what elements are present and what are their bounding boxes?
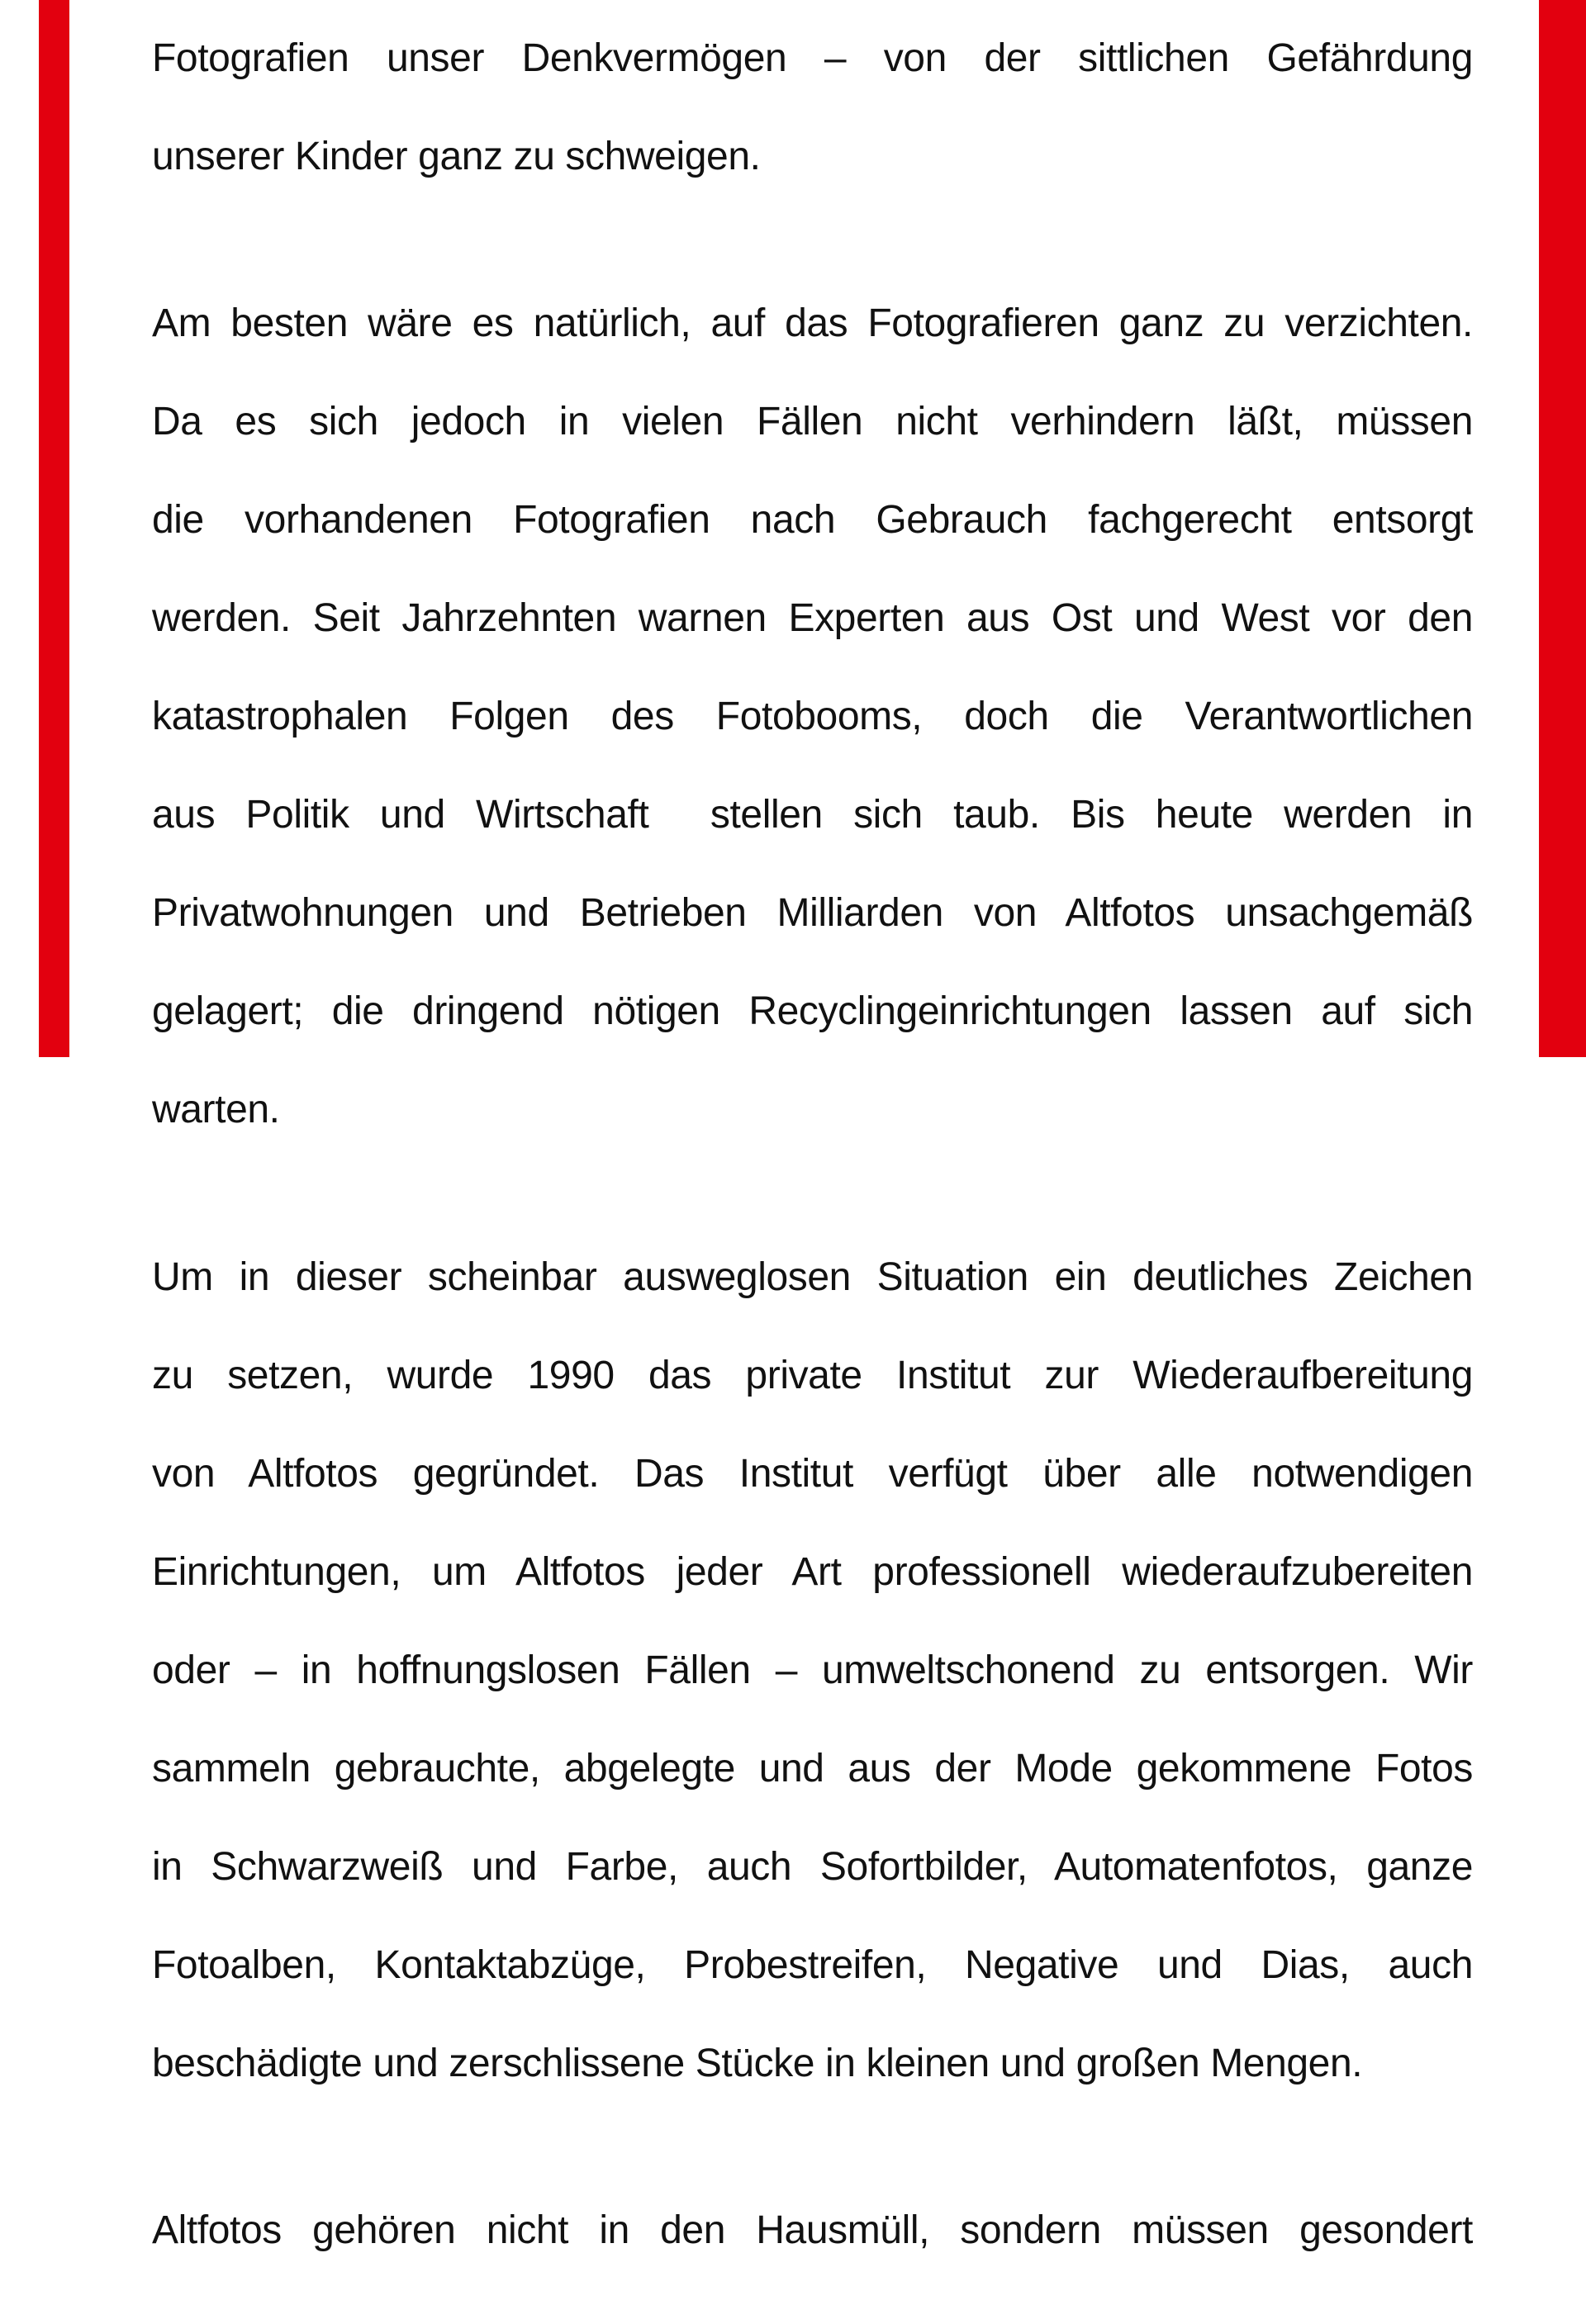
- text-line: unserer Kinder ganz zu schweigen.: [152, 134, 761, 178]
- text-line: warten.: [152, 1088, 280, 1131]
- text-line: zu setzen, wurde 1990 das private Institut zur Wiederaufbereitung: [152, 1353, 1473, 1397]
- text-line: die vorhandenen Fotografien nach Gebrauch fachgerecht entsorgt: [152, 498, 1473, 542]
- text-line: Um in dieser scheinbar ausweglosen Situation ein deutliches Zeichen: [152, 1254, 1473, 1299]
- text-line: in Schwarzweiß und Farbe, auch Sofortbilder, Automatenfotos, ganze: [152, 1844, 1473, 1889]
- text-line: beschädigte und zerschlissene Stücke in kleinen und großen Mengen.: [152, 2041, 1363, 2085]
- paragraph-4: [152, 2157, 1473, 2305]
- text-line: Am besten wäre es natürlich, auf das Fotografieren ganz zu verzichten.: [152, 301, 1473, 345]
- left-red-border: [39, 0, 69, 1057]
- text-line: sammeln gebrauchte, abgelegte und aus der Mode gekommene Fotos: [152, 1746, 1473, 1790]
- text-line: Da es sich jedoch in vielen Fällen nicht verhindern läßt, müssen: [152, 400, 1473, 443]
- paragraph-2: [152, 250, 1473, 1184]
- text-line: Privatwohnungen und Betrieben Milliarden von Altfotos unsachgemäß: [152, 891, 1473, 935]
- text-line: aus Politik und Wirtschaft stellen sich taub. Bis heute werden in: [152, 793, 1473, 837]
- text-line: Altfotos gehören nicht in den Hausmüll, sondern müssen gesondert: [152, 2208, 1473, 2252]
- text-line: Einrichtungen, um Altfotos jeder Art professionell wiederaufzubereiten: [152, 1549, 1473, 1594]
- text-line: katastrophalen Folgen des Fotobooms, doch die Verantwortlichen: [152, 695, 1473, 738]
- document-body: [152, 0, 1473, 2324]
- paragraph-1: [152, 0, 1473, 230]
- right-red-border: [1539, 0, 1586, 1057]
- text-line: werden. Seit Jahrzehnten warnen Experten aus Ost und West vor den: [152, 596, 1473, 640]
- text-line: Fotografien unser Denkvermögen – von der sittlichen Gefährdung: [152, 36, 1473, 80]
- paragraph-3: [152, 1203, 1473, 2137]
- text-line: gelagert; die dringend nötigen Recyclingeinrichtungen lassen auf sich: [152, 989, 1473, 1033]
- text-line: von Altfotos gegründet. Das Institut verfügt über alle notwendigen: [152, 1451, 1473, 1496]
- text-line: Fotoalben, Kontaktabzüge, Probestreifen, Negative und Dias, auch: [152, 1942, 1473, 1987]
- text-line: oder – in hoffnungslosen Fällen – umweltschonend zu entsorgen. Wir: [152, 1648, 1473, 1692]
